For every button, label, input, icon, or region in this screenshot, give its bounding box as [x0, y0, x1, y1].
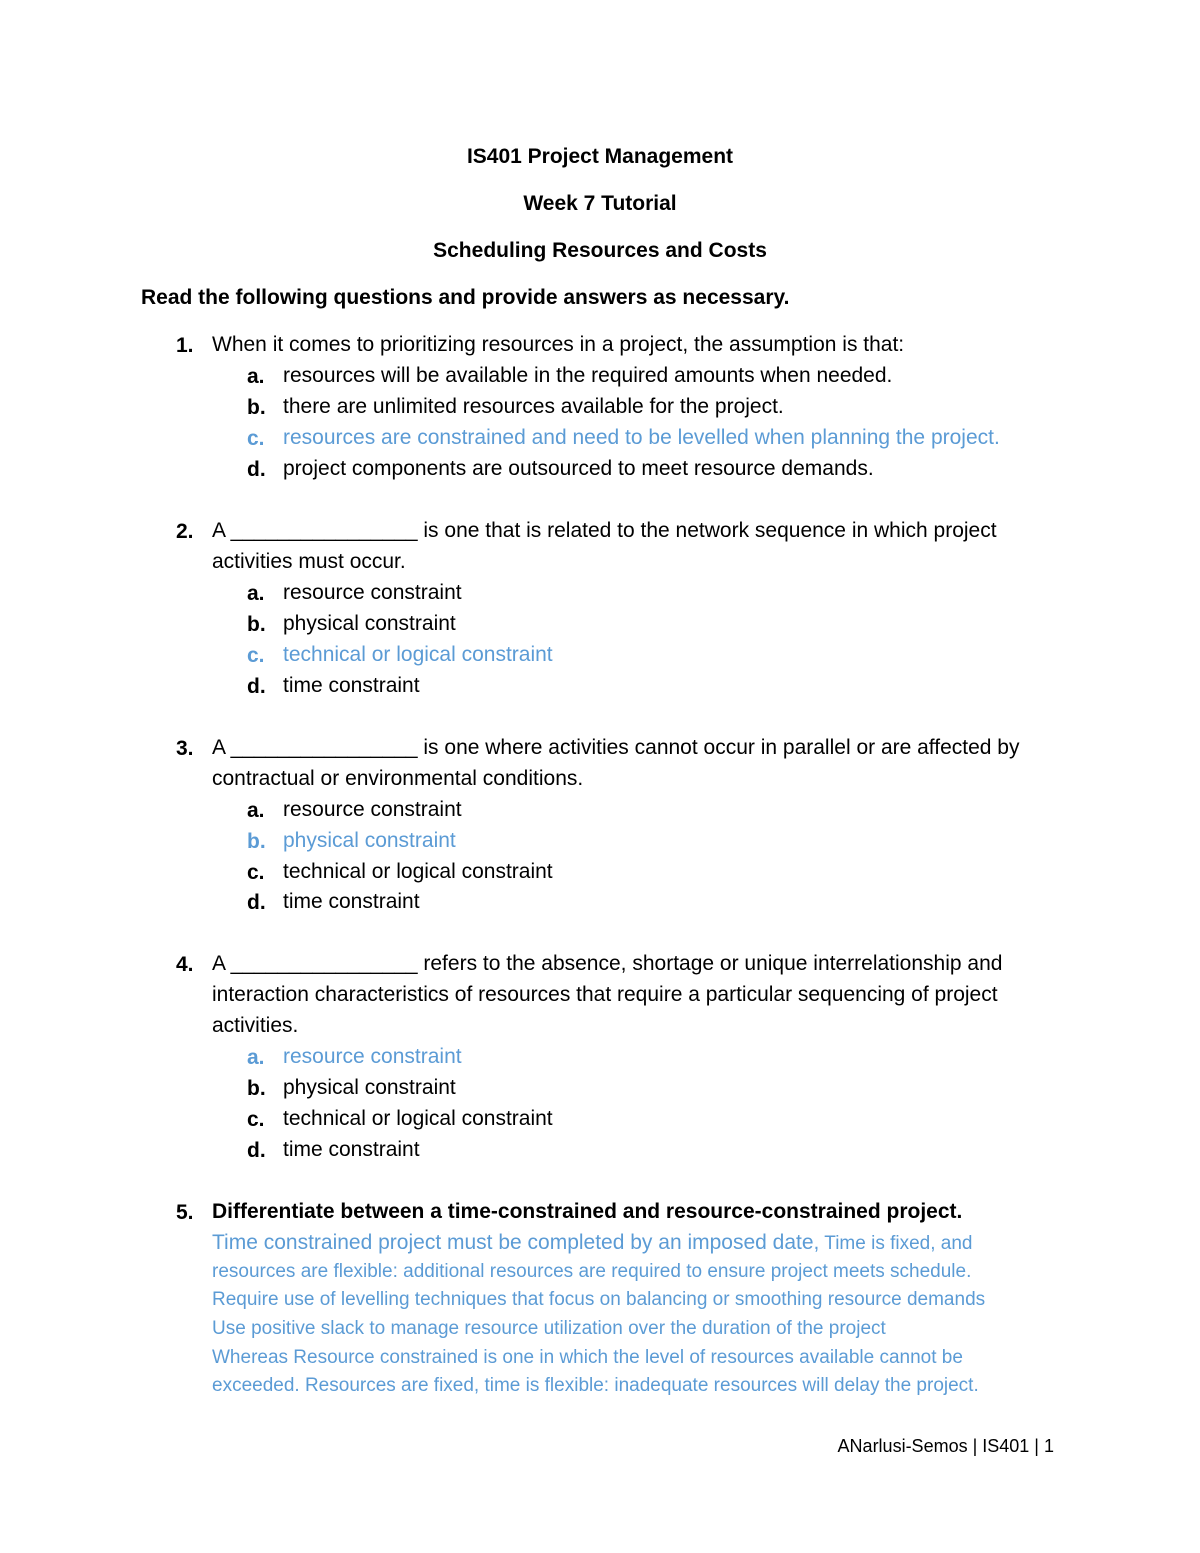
question-text: A ________________ refers to the absence, shortage or unique interrelationship and — [212, 952, 1003, 975]
option-letter: b. — [247, 396, 266, 419]
option-letter: b. — [247, 1077, 266, 1100]
answer-line: Whereas Resource constrained is one in which the level of resources available cannot be — [212, 1347, 963, 1368]
question-text: activities. — [212, 1014, 299, 1037]
option-letter: c. — [247, 861, 265, 884]
question-number: 3. — [176, 737, 194, 760]
question-text: A ________________ is one that is related to the network sequence in which project — [212, 519, 997, 542]
question-text: activities must occur. — [212, 550, 406, 573]
option-letter: a. — [247, 799, 265, 822]
answer-lead: Time constrained project must be completed by an imposed date, — [212, 1231, 820, 1254]
instructions: Read the following questions and provide answers as necessary. — [141, 286, 790, 309]
answer-line: exceeded. Resources are fixed, time is flexible: inadequate resources will delay the project. — [212, 1375, 979, 1396]
option-text: resource constraint — [283, 798, 462, 821]
option-letter: a. — [247, 582, 265, 605]
correct-option-text: resources are constrained and need to be levelled when planning the project. — [283, 426, 1000, 449]
option-text: project components are outsourced to meet resource demands. — [283, 457, 874, 480]
question-text: When it comes to prioritizing resources in a project, the assumption is that: — [212, 333, 905, 356]
question-text: interaction characteristics of resources that require a particular sequencing of project — [212, 983, 998, 1006]
answer-lead-rest: Time is fixed, and — [819, 1233, 973, 1254]
option-letter: a. — [247, 1046, 265, 1069]
option-text: technical or logical constraint — [283, 1107, 553, 1130]
option-letter: c. — [247, 644, 265, 667]
option-text: technical or logical constraint — [283, 860, 553, 883]
option-letter: c. — [247, 1108, 265, 1131]
option-letter: b. — [247, 613, 266, 636]
answer-first-line — [212, 1232, 973, 1253]
correct-option-text: physical constraint — [283, 829, 456, 852]
option-text: physical constraint — [283, 1076, 456, 1099]
correct-option-text: resource constraint — [283, 1045, 462, 1068]
document-title: IS401 Project Management — [466, 145, 734, 168]
question-number: 1. — [176, 334, 194, 357]
correct-option-text: technical or logical constraint — [283, 643, 553, 666]
option-letter: d. — [247, 675, 266, 698]
question-text: A ________________ is one where activities cannot occur in parallel or are affected by — [212, 736, 1020, 759]
option-text: resources will be available in the required amounts when needed. — [283, 364, 893, 387]
option-letter: b. — [247, 830, 266, 853]
document-subtitle-topic: Scheduling Resources and Costs — [433, 239, 767, 262]
answer-line: resources are flexible: additional resources are required to ensure project meets schedule. — [212, 1261, 972, 1282]
question-number: 5. — [176, 1201, 194, 1224]
page-footer: ANarlusi-Semos | IS401 | 1 — [837, 1436, 1054, 1456]
question-number: 2. — [176, 520, 194, 543]
option-letter: d. — [247, 1139, 266, 1162]
answer-line: Require use of levelling techniques that focus on balancing or smoothing resource demands — [212, 1289, 986, 1310]
option-letter: c. — [247, 427, 265, 450]
question-text: contractual or environmental conditions. — [212, 767, 584, 790]
option-letter: d. — [247, 891, 266, 914]
option-text: there are unlimited resources available for the project. — [283, 395, 784, 418]
option-text: time constraint — [283, 890, 420, 913]
option-letter: a. — [247, 365, 265, 388]
option-text: physical constraint — [283, 612, 456, 635]
option-text: time constraint — [283, 1138, 420, 1161]
question-text: Differentiate between a time-constrained and resource-constrained project. — [212, 1200, 963, 1223]
option-letter: d. — [247, 458, 266, 481]
option-text: time constraint — [283, 674, 420, 697]
option-text: resource constraint — [283, 581, 462, 604]
question-number: 4. — [176, 953, 194, 976]
document-subtitle-week: Week 7 Tutorial — [523, 192, 677, 215]
answer-line: Use positive slack to manage resource utilization over the duration of the project — [212, 1318, 886, 1339]
